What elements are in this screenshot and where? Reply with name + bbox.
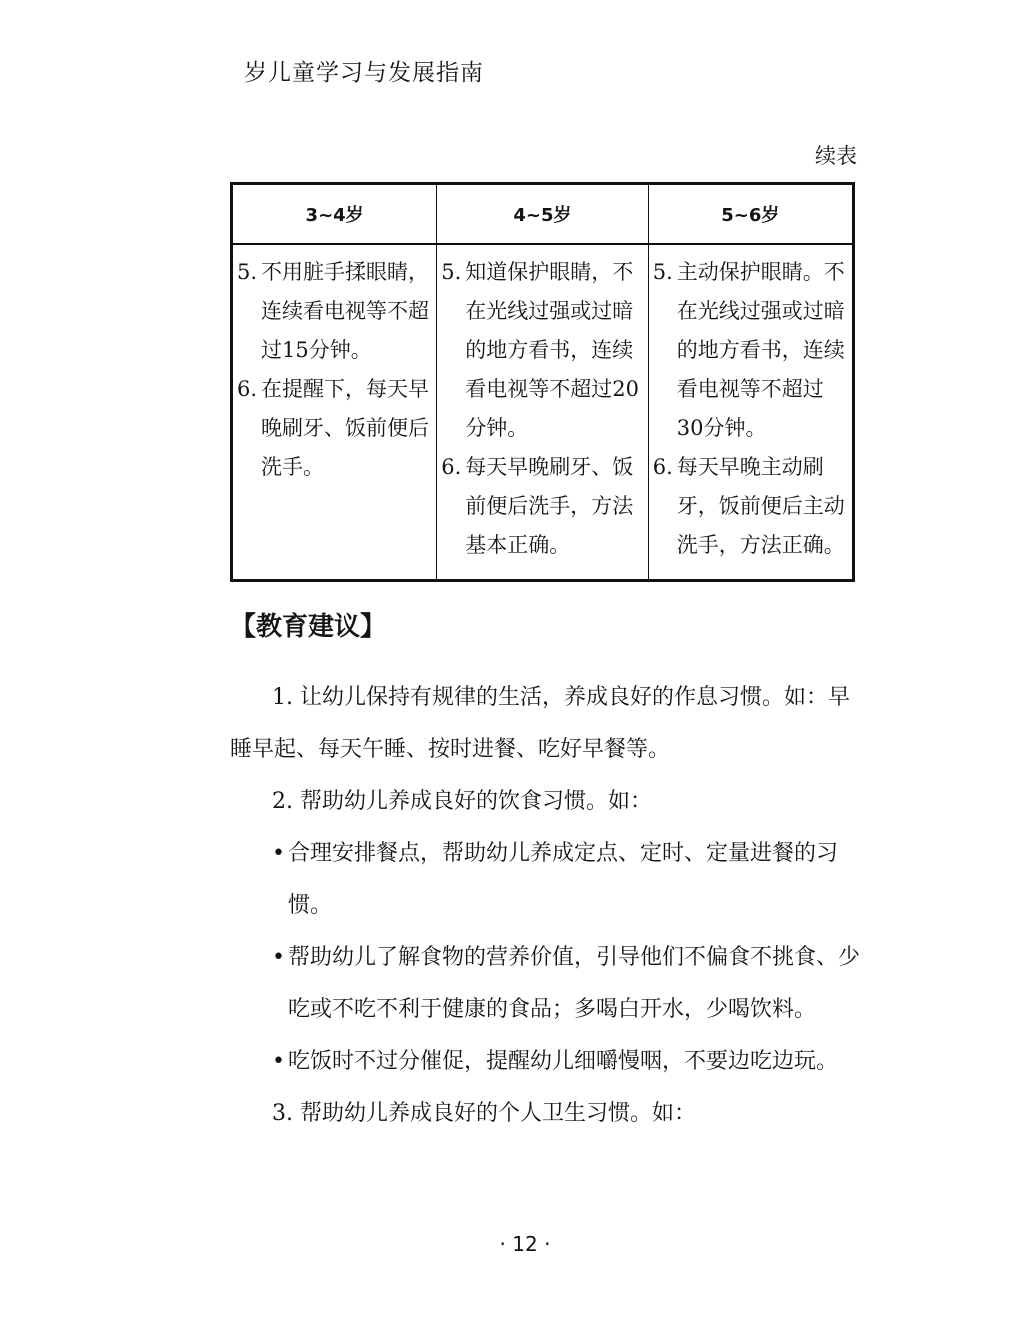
item-number: 6. [237,377,258,401]
continued-table-label: 续表 [815,144,857,168]
section-body [230,672,860,1140]
bullet-text: 吃饭时不过分催促，提醒幼儿细嚼慢咽，不要边吃边玩。 [288,1049,839,1074]
list-item [237,370,432,487]
item-text: 知道保护眼睛，不在光线过强或过暗的地方看书，连续看电视等不超过20分钟。 [465,260,639,440]
item-text: 每天早晚刷牙、饭前便后洗手，方法基本正确。 [465,455,634,557]
paragraph-3: 3. 帮助幼儿养成良好的个人卫生习惯。如： [272,1101,696,1126]
item-number: 5. [441,260,462,284]
list-item [441,253,643,448]
item-number: 6. [441,455,462,479]
list-item [653,448,848,565]
item-number: 5. [237,260,258,284]
column-header-age-5-6: 5~6岁 [648,184,853,245]
column-header-age-4-5: 4~5岁 [437,184,648,245]
paragraph-2: 2. 帮助幼儿养成良好的饮食习惯。如： [272,789,652,814]
item-text: 在提醒下，每天早晚刷牙、饭前便后洗手。 [261,377,429,479]
page-number: · 12 · [499,1232,551,1256]
paragraph-1: 1. 让幼儿保持有规律的生活，养成良好的作息习惯。如：早睡早起、每天午睡、按时进餐、吃好早餐等。 [230,685,850,762]
list-item [653,253,848,448]
table-cell-age-3-4 [232,244,437,581]
table-row [232,244,854,581]
bullet-dot-icon: • [272,945,285,970]
bullet-text: 合理安排餐点，帮助幼儿养成定点、定时、定量进餐的习惯。 [288,841,839,918]
list-item [237,253,432,370]
bullet-item [272,1036,860,1088]
age-standards-table [230,182,855,582]
table-header-row [232,184,854,245]
table-cell-age-5-6 [648,244,853,581]
bullet-item [272,932,860,1036]
bullet-dot-icon: • [272,841,285,866]
bullet-dot-icon: • [272,1049,285,1074]
running-head-title: 岁儿童学习与发展指南 [244,60,484,86]
list-item [441,448,643,565]
section-heading: 【教育建议】 [230,612,387,642]
item-text: 不用脏手揉眼睛，连续看电视等不超过15分钟。 [261,260,429,362]
column-header-age-3-4: 3~4岁 [232,184,437,245]
item-number: 6. [652,455,673,479]
bullet-text: 帮助幼儿了解食物的营养价值，引导他们不偏食不挑食、少吃或不吃不利于健康的食品；多喝白开水，少喝饮料。 [288,945,861,1022]
table-cell-age-4-5 [437,244,648,581]
bullet-item [272,828,860,932]
item-text: 每天早晚主动刷牙，饭前便后主动洗手，方法正确。 [676,455,845,557]
item-text: 主动保护眼睛。不在光线过强或过暗的地方看书，连续看电视等不超过30分钟。 [676,260,845,440]
item-number: 5. [652,260,673,284]
